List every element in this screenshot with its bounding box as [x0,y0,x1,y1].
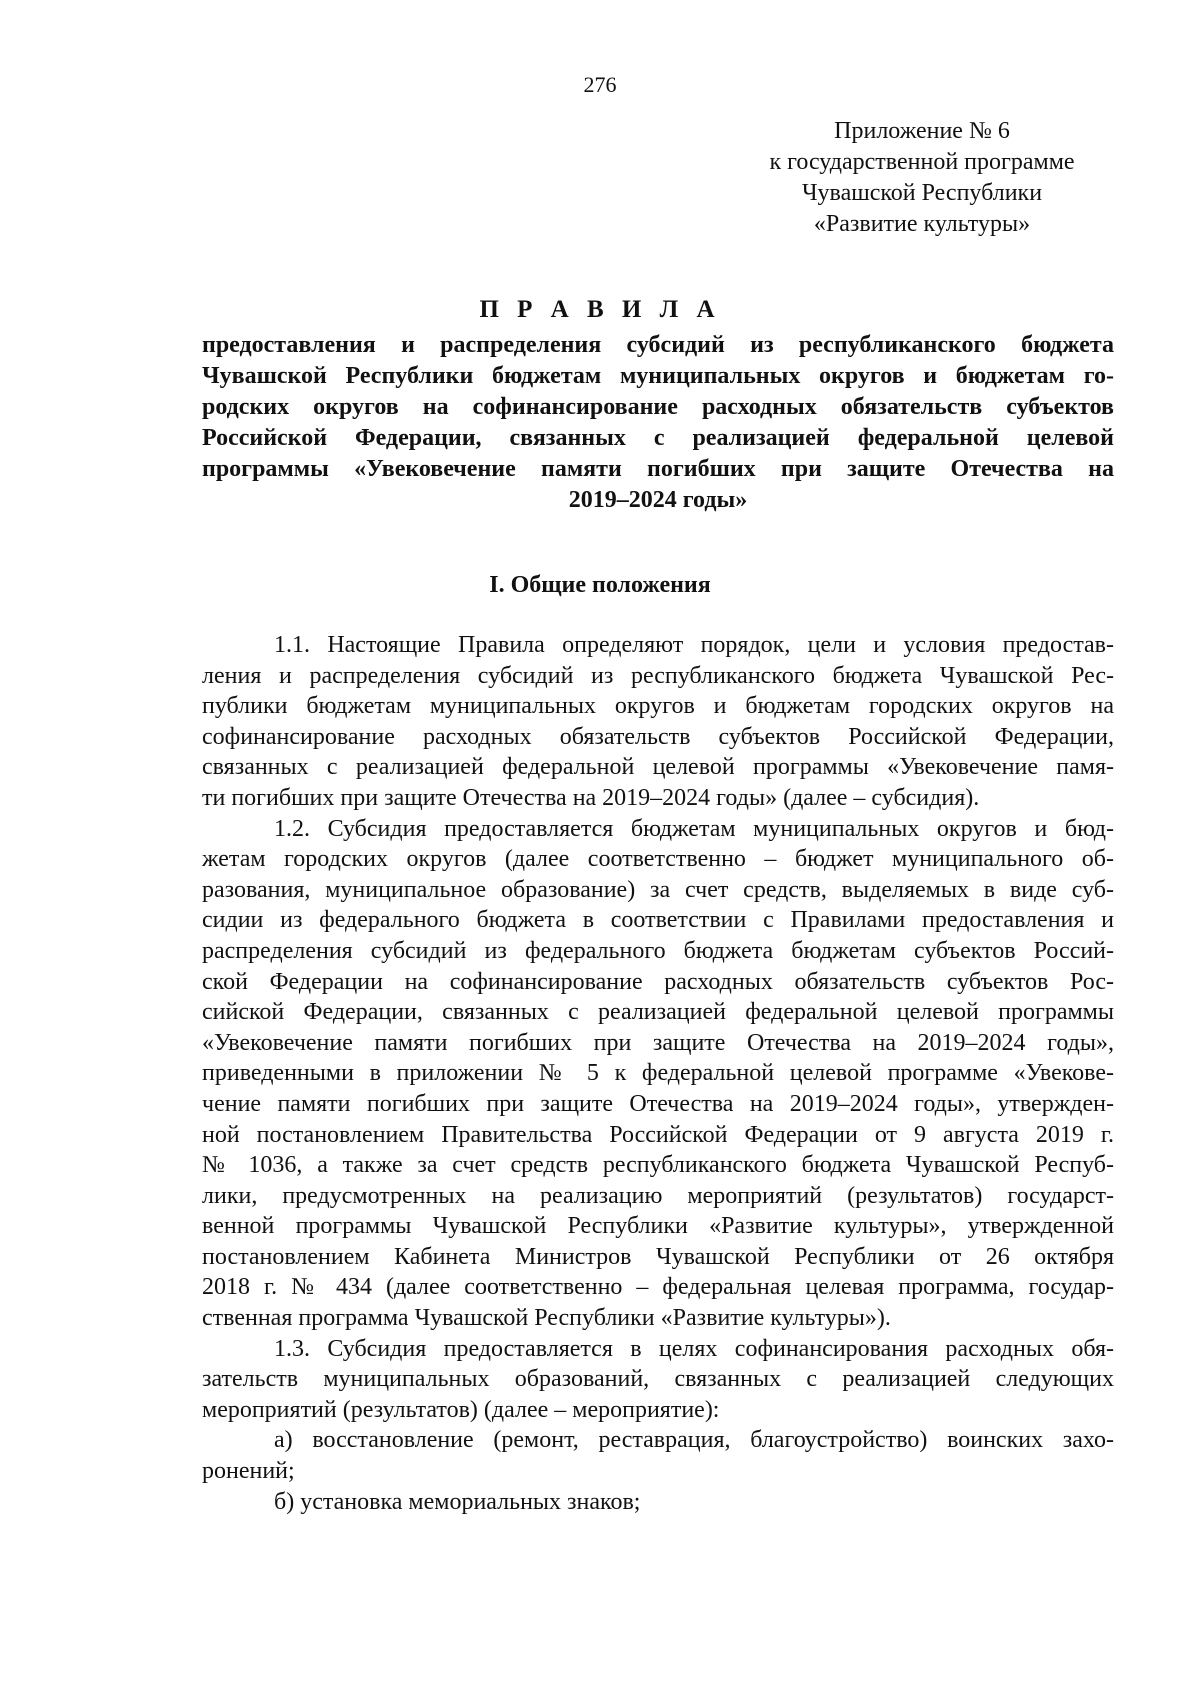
paragraph-line: 1.2. Субсидия предоставляется бюджетам муниципальных округов и бюд- [274,815,1114,842]
section-heading: I. Общие положения [489,572,711,598]
paragraph-line: б) установка мемориальных знаков; [274,1488,641,1515]
paragraph-line: сидии из федерального бюджета в соответствии с Правилами предоставления и [202,907,1114,934]
appendix-line: Приложение № 6 [834,118,1010,144]
paragraph-line: «Увековечение памяти погибших при защите Отечества на 2019–2024 годы», [202,1029,1114,1056]
paragraph-line: жетам городских округов (далее соответственно – бюджет муниципального об- [202,846,1114,873]
paragraph-line: ной постановлением Правительства Российской Федерации от 9 августа 2019 г. [202,1121,1114,1148]
paragraph-line: № 1036, а также за счет средств республиканского бюджета Чувашской Респуб- [202,1152,1114,1179]
paragraph-line: ственная программа Чувашской Республики «Развитие культуры»). [202,1305,891,1332]
paragraph-line: чение памяти погибших при защите Отечества на 2019–2024 годы», утвержден- [202,1090,1114,1117]
appendix-line: к государственной программе [769,149,1075,175]
paragraph-line: 2018 г. № 434 (далее соответственно – федеральная целевая программа, государ- [202,1274,1114,1301]
paragraph-line: ти погибших при защите Отечества на 2019–2024 годы» (далее – субсидия). [202,784,980,811]
paragraph-line: разования, муниципальное образование) за счет средств, выделяемых в виде суб- [202,876,1114,903]
page-number: 276 [583,72,617,97]
paragraph-line: постановлением Кабинета Министров Чувашской Республики от 26 октября [202,1243,1114,1270]
subtitle-line: предоставления и распределения субсидий из республиканского бюджета [202,332,1114,358]
subtitle-line: Чувашской Республики бюджетам муниципальных округов и бюджетам го- [202,363,1114,389]
subtitle-line: Российской Федерации, связанных с реализацией федеральной целевой [202,425,1114,451]
subtitle-line: программы «Увековечение памяти погибших при защите Отечества на [202,456,1114,482]
appendix-line: Чувашской Республики [801,180,1043,206]
paragraph-line: связанных с реализацией федеральной целевой программы «Увековечение памя- [202,754,1114,781]
appendix-note [752,116,1092,240]
paragraph-line: сийской Федерации, связанных с реализацией федеральной целевой программы [202,999,1114,1026]
subtitle-line: родских округов на софинансирование расходных обязательств субъектов [202,394,1114,420]
paragraph-line: ской Федерации на софинансирование расходных обязательств субъектов Рос- [202,968,1114,995]
paragraph-line: ления и распределения субсидий из республиканского бюджета Чувашской Рес- [202,662,1114,689]
document-subtitle [202,330,1114,516]
paragraph-line: распределения субсидий из федерального бюджета бюджетам субъектов Россий- [202,937,1114,964]
paragraph-line: софинансирование расходных обязательств субъектов Российской Федерации, [202,723,1114,750]
paragraph-line: публики бюджетам муниципальных округов и бюджетам городских округов на [202,693,1114,720]
paragraph-line: ронений; [202,1458,295,1485]
body-text [202,630,1114,1517]
paragraph-line: лики, предусмотренных на реализацию мероприятий (результатов) государст- [202,1182,1114,1209]
document-title: П Р А В И Л А [479,296,721,323]
paragraph-line: зательств муниципальных образований, связанных с реализацией следующих [202,1366,1114,1393]
paragraph-line: мероприятий (результатов) (далее – мероприятие): [202,1396,720,1423]
paragraph-line: венной программы Чувашской Республики «Развитие культуры», утвержденной [202,1213,1114,1240]
appendix-line: «Развитие культуры» [813,211,1031,237]
paragraph-line: 1.3. Субсидия предоставляется в целях софинансирования расходных обя- [274,1335,1114,1362]
paragraph-line: 1.1. Настоящие Правила определяют порядок, цели и условия предостав- [274,632,1114,658]
paragraph-line: приведенными в приложении № 5 к федеральной целевой программе «Увекове- [202,1060,1114,1087]
subtitle-line: 2019–2024 годы» [568,487,748,513]
paragraph-line: а) восстановление (ремонт, реставрация, благоустройство) воинских захо- [274,1427,1114,1454]
